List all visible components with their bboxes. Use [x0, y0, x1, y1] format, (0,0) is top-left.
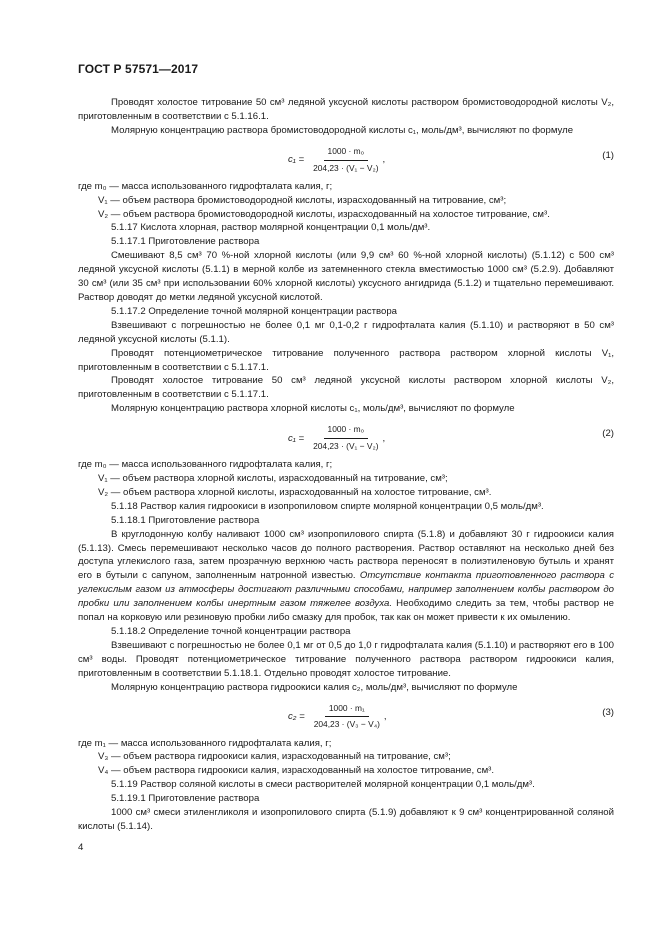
paragraph: Молярную концентрацию раствора хлорной кислоты c₁, моль/дм³, вычисляют по формуле	[111, 403, 515, 415]
definition: V₁ — объем раствора хлорной кислоты, израсходованный на титрование, см³;	[98, 473, 448, 485]
definition: V₄ — объем раствора гидроокиси калия, израсходованный на холостое титрование, см³.	[98, 765, 495, 777]
paragraph: Проводят холостое титрование 50 см³ ледяной уксусной кислоты раствором хлорной кислоты V₂, приготовленным в соответствии с 5.1.17.1.	[78, 375, 614, 401]
formula-tail: ,	[382, 432, 386, 444]
formula-number: (2)	[602, 428, 614, 440]
definition: V₂ — объем раствора хлорной кислоты, израсходованный на холостое титрование, см³.	[98, 486, 492, 498]
paragraph: Проводят потенциометрическое титрование полученного раствора раствором хлорной кислоты V₁, приготовленным в соответствии с 5.1.17.1.	[78, 347, 614, 373]
page-number: 4	[78, 842, 84, 853]
paragraph: Молярную концентрацию раствора бромистоводородной кислоты c₁, моль/дм³, вычисляют по формуле	[111, 124, 574, 136]
section-heading: 5.1.18 Раствор калия гидроокиси в изопропиловом спирте молярной концентрации 0,5 моль/дм³.	[111, 500, 544, 512]
paragraph: 1000 см³ смеси этиленгликоля и изопропилового спирта (5.1.9) добавляют к 9 см³ концентрированной соляной кислоты (5.1.14).	[78, 807, 614, 832]
formula-tail: ,	[383, 710, 387, 722]
paragraph-text: Необходимо следить за тем, чтобы раствор не попал на корковую или резиновую пробки либо смазку для пробок, так как он может привести к их омылению.	[78, 598, 615, 624]
section-heading: 5.1.17.1 Приготовление раствора	[111, 236, 260, 248]
formula-number: (1)	[602, 149, 614, 161]
formula-tail: ,	[382, 154, 386, 166]
document-header: ГОСТ Р 57571—2017	[78, 62, 199, 76]
formula-number: (3)	[602, 706, 614, 718]
section-heading: 5.1.19.1 Приготовление раствора	[111, 793, 260, 805]
formula-numerator: 1000 · m₀	[324, 423, 369, 439]
paragraph: Взвешивают с погрешностью не более 0,1 мг 0,1-0,2 г гидрофталата калия (5.1.10) и растворяют в 50 см³ ледяной уксусной кислоты (5.1.1).	[78, 319, 614, 345]
section-heading: 5.1.19 Раствор соляной кислоты в смеси растворителей молярной концентрации 0,1 моль/дм³.	[111, 779, 535, 791]
section-heading: 5.1.17.2 Определение точной молярной концентрации раствора	[111, 305, 397, 317]
formula-denominator: 204,23 · (V₁ − V₂)	[313, 441, 379, 452]
paragraph: Проводят холостое титрование 50 см³ ледяной уксусной кислоты раствором бромистоводородной кислоты V₂, приготовленным в соответствии с 5.1.16.1.	[78, 97, 614, 122]
italic-note: Отсутствие контакта приготовленного раствора с углекислым газом из атмосферы достигают различными способами, например заполнением колбы раствором до пробки или заполнением колбы инертным газом тяжелее воздуха.	[78, 570, 614, 610]
formula-denominator: 204,23 · (V₃ − V₄)	[313, 719, 380, 730]
formula-denominator: 204,23 · (V₁ − V₂)	[313, 162, 379, 173]
section-heading: 5.1.18.1 Приготовление раствора	[111, 514, 260, 526]
paragraph: Взвешивают с погрешностью не более 0,1 мг от 0,5 до 1,0 г гидрофталата калия (5.1.10) и растворяют его в 100 см³ воды. Проводят потенциометрическое титрование полученного раствора раствором гидроокиси калия, приготовленным в соответствии 5.1.18.1. Отдельно проводят холостое титрование.	[78, 639, 614, 679]
formula-lhs: c₂ =	[288, 710, 305, 722]
definition: V₁ — объем раствора бромистоводородной кислоты, израсходованный на титрование, см³;	[98, 194, 507, 206]
formula-lhs: c₁ =	[288, 154, 305, 166]
definition: где m₁ — масса использованного гидрофталата калия, г;	[78, 737, 332, 749]
formula-lhs: c₁ =	[288, 432, 305, 444]
definition: где m₀ — масса использованного гидрофталата калия, г;	[78, 180, 333, 192]
paragraph	[78, 528, 614, 625]
formula-numerator: 1000 · m₁	[325, 702, 369, 718]
definition: V₂ — объем раствора бромистоводородной кислоты, израсходованный на холостое титрование, см³.	[98, 208, 550, 220]
paragraph-text: В круглодонную колбу наливают 1000 см³ изопропилового спирта (5.1.8) и добавляют 30 г гидроокиси калия (5.1.13). Смесь перемешивают несколько часов до полного растворения. Раствор оставляют на несколько дней без доступа углекислого газа, затем прозрачную верхнюю часть раствора переносят в полиэтиленовую бутыль и хранят его в бутыли с сапуном, заполненным натронной известью.	[78, 528, 614, 582]
formula-1	[78, 141, 614, 175]
formula-numerator: 1000 · m₀	[324, 145, 369, 161]
section-heading: 5.1.17 Кислота хлорная, раствор молярной концентрации 0,1 моль/дм³.	[111, 222, 431, 234]
definition: V₃ — объем раствора гидроокиси калия, израсходованный на титрование, см³;	[98, 751, 451, 763]
formula-3	[78, 698, 614, 732]
paragraph: Смешивают 8,5 см³ 70 %-ной хлорной кислоты (или 9,9 см³ 60 %-ной хлорной кислоты) (5.1.12) с 500 см³ ледяной уксусной кислоты (5.1.1) в мерной колбе из затемненного стекла вместимостью 1000 см³ (5.2.9). Добавляют 30 см³ (или 35 см³ при использовании 60% хлорной кислоты) уксусного ангидрида (5.1.2) и тщательно перемешивают. Раствор доводят до метки ледяной уксусной кислотой.	[78, 250, 614, 303]
formula-2	[78, 419, 614, 453]
definition: где m₀ — масса использованного гидрофталата калия, г;	[78, 459, 333, 471]
document-body	[78, 96, 614, 834]
section-heading: 5.1.18.2 Определение точной концентрации раствора	[111, 626, 351, 637]
paragraph: Молярную концентрацию раствора гидроокиси калия c₂, моль/дм³, вычисляют по формуле	[111, 681, 518, 693]
